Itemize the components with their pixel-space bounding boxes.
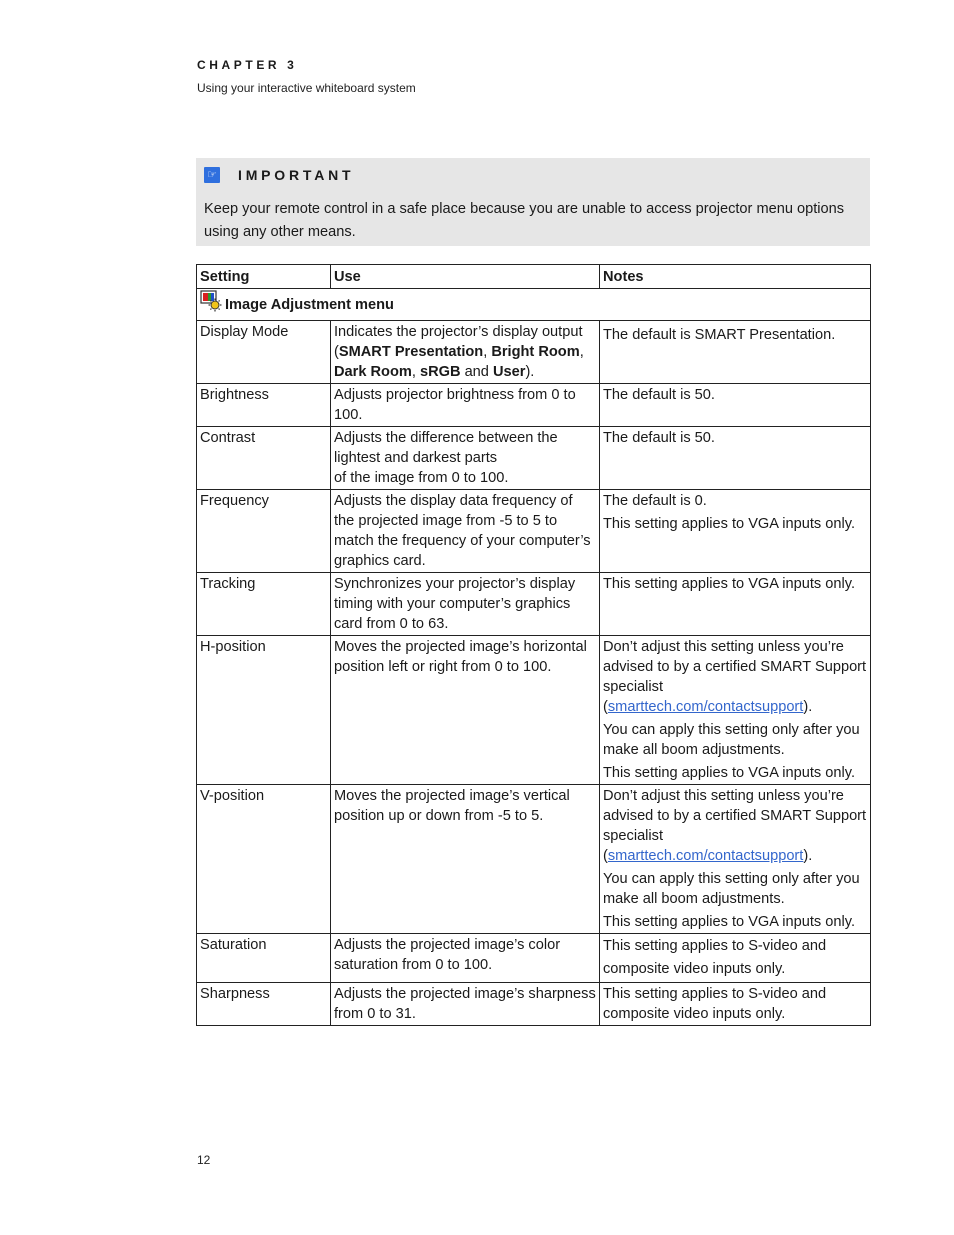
- use-cell: Moves the projected image’s vertical position up or down from -5 to 5.: [331, 785, 600, 934]
- notes-cell: The default is 50.: [600, 384, 871, 427]
- use-cell: Adjusts the projected image’s color saturation from 0 to 100.: [331, 934, 600, 983]
- notes-cell: The default is 0. This setting applies to VGA inputs only.: [600, 490, 871, 573]
- contact-support-link[interactable]: smarttech.com/contactsupport: [607, 699, 804, 715]
- table-row: [197, 321, 871, 384]
- use-cell: Adjusts the display data frequency of the projected image from -5 to 5 to match the frequency of your computer’s graphics card.: [331, 490, 600, 573]
- setting-cell: Frequency: [197, 490, 331, 573]
- use-cell: Adjusts the projected image’s sharpness from 0 to 31.: [331, 983, 600, 1026]
- menu-title: Image Adjustment menu: [225, 297, 394, 313]
- notes-cell: This setting applies to S-video and composite video inputs only.: [600, 934, 871, 983]
- page-number: 12: [197, 1153, 211, 1167]
- setting-cell: Tracking: [197, 573, 331, 636]
- use-cell: Adjusts projector brightness from 0 to 100.: [331, 384, 600, 427]
- table-row: [197, 636, 871, 785]
- important-callout: [196, 158, 870, 246]
- chapter-subtitle: Using your interactive whiteboard system: [197, 81, 416, 95]
- notes-cell: This setting applies to S-video and composite video inputs only.: [600, 983, 871, 1026]
- notes-cell: This setting applies to VGA inputs only.: [600, 573, 871, 636]
- setting-cell: Sharpness: [197, 983, 331, 1026]
- chapter-label: CHAPTER 3: [197, 58, 298, 72]
- important-heading: IMPORTANT: [238, 167, 355, 183]
- use-cell: Synchronizes your projector’s display timing with your computer’s graphics card from 0 to 63.: [331, 573, 600, 636]
- notes-cell: The default is SMART Presentation.: [600, 321, 871, 384]
- table-row: [197, 427, 871, 490]
- column-header-use: Use: [331, 265, 600, 289]
- column-header-setting: Setting: [197, 265, 331, 289]
- setting-cell: H-position: [197, 636, 331, 785]
- image-adjustment-icon: [200, 290, 222, 312]
- table-row: [197, 384, 871, 427]
- setting-cell: Contrast: [197, 427, 331, 490]
- use-cell: Adjusts the difference between the lightest and darkest parts of the image from 0 to 100.: [331, 427, 600, 490]
- notes-cell: The default is 50.: [600, 427, 871, 490]
- setting-cell: Display Mode: [197, 321, 331, 384]
- menu-heading-row: [197, 289, 871, 321]
- table-row: [197, 573, 871, 636]
- setting-cell: V-position: [197, 785, 331, 934]
- table-row: [197, 983, 871, 1026]
- setting-cell: Brightness: [197, 384, 331, 427]
- contact-support-link[interactable]: smarttech.com/contactsupport: [607, 848, 804, 864]
- use-cell: Moves the projected image’s horizontal position left or right from 0 to 100.: [331, 636, 600, 785]
- table-row: [197, 934, 871, 983]
- setting-cell: Saturation: [197, 934, 331, 983]
- pointing-hand-icon: ☞: [204, 167, 220, 183]
- table-row: [197, 490, 871, 573]
- notes-cell: Don’t adjust this setting unless you’re advised to by a certified SMART Support specialist (smarttech.com/contactsupport). You can apply this setting only after you make all boom adjustments. This setting applies to VGA inputs only.: [600, 636, 871, 785]
- table-header-row: [197, 265, 871, 289]
- notes-cell: Don’t adjust this setting unless you’re advised to by a certified SMART Support specialist (smarttech.com/contactsupport). You can apply this setting only after you make all boom adjustments. This setting applies to VGA inputs only.: [600, 785, 871, 934]
- column-header-notes: Notes: [600, 265, 871, 289]
- important-text: Keep your remote control in a safe place because you are unable to access projector menu options using any other means.: [204, 201, 845, 240]
- use-cell: Indicates the projector’s display output (SMART Presentation, Bright Room, Dark Room, sRGB and User).: [331, 321, 600, 384]
- settings-table: [196, 264, 871, 1026]
- table-row: [197, 785, 871, 934]
